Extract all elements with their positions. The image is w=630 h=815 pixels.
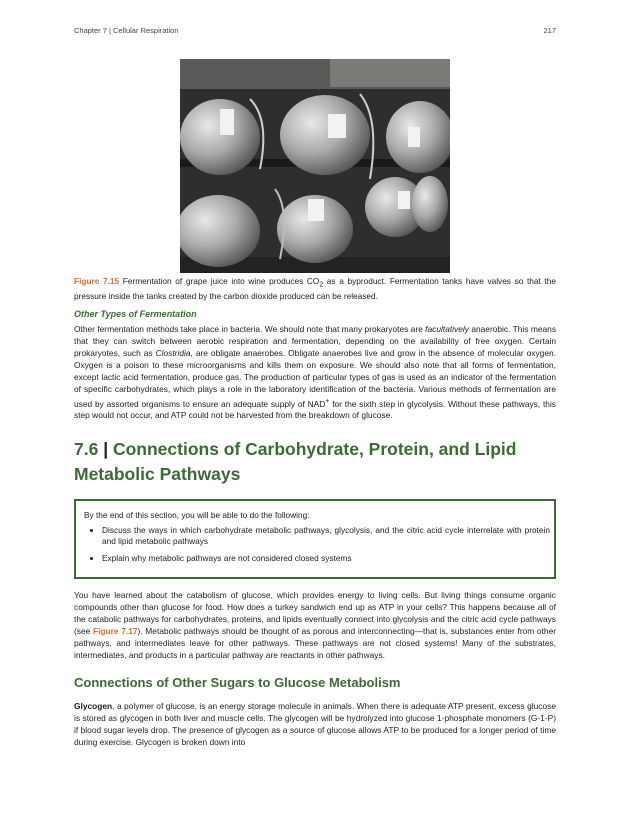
- paragraph-fermentation: [74, 323, 556, 422]
- para1-text-e: , are obligate anaerobes. Obligate anaerobes live and grow in the absence of molecular oxygen. Oxygen is a poison to these microorganisms and kills them on exposure. We should also note that all forms of fermentation, except lactic acid fermentation, produce gas. The production of particular types of gas is used as an indicator of the fermentation of specific carbohydrates, which plays a role in the laboratory identification of the bacteria. Various methods of fermentation are used by assorted organisms to ensure an adequate supply of NAD: [74, 348, 556, 409]
- para2-text-b: ). Metabolic pathways should be thought of as porous and interconnecting—that is, substances enter from other pathways, and intermediates leave for other pathways. These pathways are not closed systems! Many of the substrates, intermediates, and products in a particular pathway are reactants in other pathways.: [74, 626, 557, 661]
- caption-subscript: 2: [319, 281, 324, 289]
- para1-text-f: for the sixth step in glycolysis. Without these pathways, this step would not occur, and ATP could not be harvested from the breakdown of glucose.: [74, 398, 556, 421]
- objectives-list: [76, 525, 550, 569]
- objectives-intro: By the end of this section, you will be able to do the following:: [84, 510, 310, 520]
- chapter-title: Chapter 7 | Cellular Respiration: [74, 26, 179, 35]
- figure-label: Figure 7.15: [74, 276, 120, 286]
- fermentation-tanks-photo: [180, 59, 450, 273]
- figure-7-17-link[interactable]: Figure 7.17: [92, 626, 138, 637]
- page-number: 217: [543, 26, 556, 35]
- section-title: Connections of Carbohydrate, Protein, and Lipid Metabolic Pathways: [74, 439, 517, 484]
- para1-text-a: Other fermentation methods take place in bacteria. We should note that many prokaryotes are: [74, 324, 426, 334]
- para1-superscript: +: [325, 397, 330, 405]
- para3-text-a: , a polymer of glucose, is an energy storage molecule in animals. When there is adequate ATP present, excess glucose is stored as glycogen in both liver and muscle cells. The glycogen will be hydrolyzed into glucose 1-phosphate monomers (G-1-P) if blood sugar levels drop. The presence of glycogen as a source of glucose allows ATP to be produced for a longer period of time during exercise. Glycogen is broken down into: [74, 701, 556, 748]
- objective-item: • Explain why metabolic pathways are not considered closed systems: [102, 553, 550, 564]
- subsection-title-sugars: Connections of Other Sugars to Glucose Metabolism: [74, 675, 401, 690]
- para3-bold-glycogen: Glycogen: [74, 701, 113, 711]
- caption-text-a: Fermentation of grape juice into wine produces CO: [119, 276, 320, 286]
- caption-text-b: as a byproduct. Fermentation tanks have valves so that the pressure inside the tanks created by the carbon dioxide produced can be released.: [74, 276, 556, 301]
- para1-italic-facultatively: facultatively: [425, 324, 469, 334]
- objective-item: • Discuss the ways in which carbohydrate metabolic pathways, glycolysis, and the citric acid cycle interrelate with protein and lipid metabolic pathways: [102, 525, 550, 548]
- subsection-title: Other Types of Fermentation: [74, 309, 197, 319]
- para1-italic-clostridia: Clostridia: [155, 348, 191, 359]
- learning-objectives-box: [74, 499, 556, 579]
- figure-caption: [74, 276, 556, 302]
- para1-text-c: anaerobic. This means that they can switch between aerobic respiration and fermentation, depending on the availability of free oxygen. Certain prokaryotes, such as: [74, 324, 557, 359]
- section-number: 7.6: [74, 439, 99, 459]
- paragraph-glycogen: [74, 700, 556, 748]
- section-separator: |: [98, 439, 113, 459]
- running-header: [74, 26, 556, 35]
- paragraph-catabolism: [74, 589, 556, 662]
- section-heading: [74, 437, 556, 487]
- tanks-illustration: [180, 59, 450, 273]
- para2-text-a: You have learned about the catabolism of glucose, which provides energy to living cells. But living things consume organic compounds other than glucose for food. How does a turkey sandwich end up as ATP in your cells? This happens because all of the catabolic pathways for carbohydrates, proteins, and lipids eventually connect into glycolysis and the citric acid cycle pathways (see: [74, 590, 556, 637]
